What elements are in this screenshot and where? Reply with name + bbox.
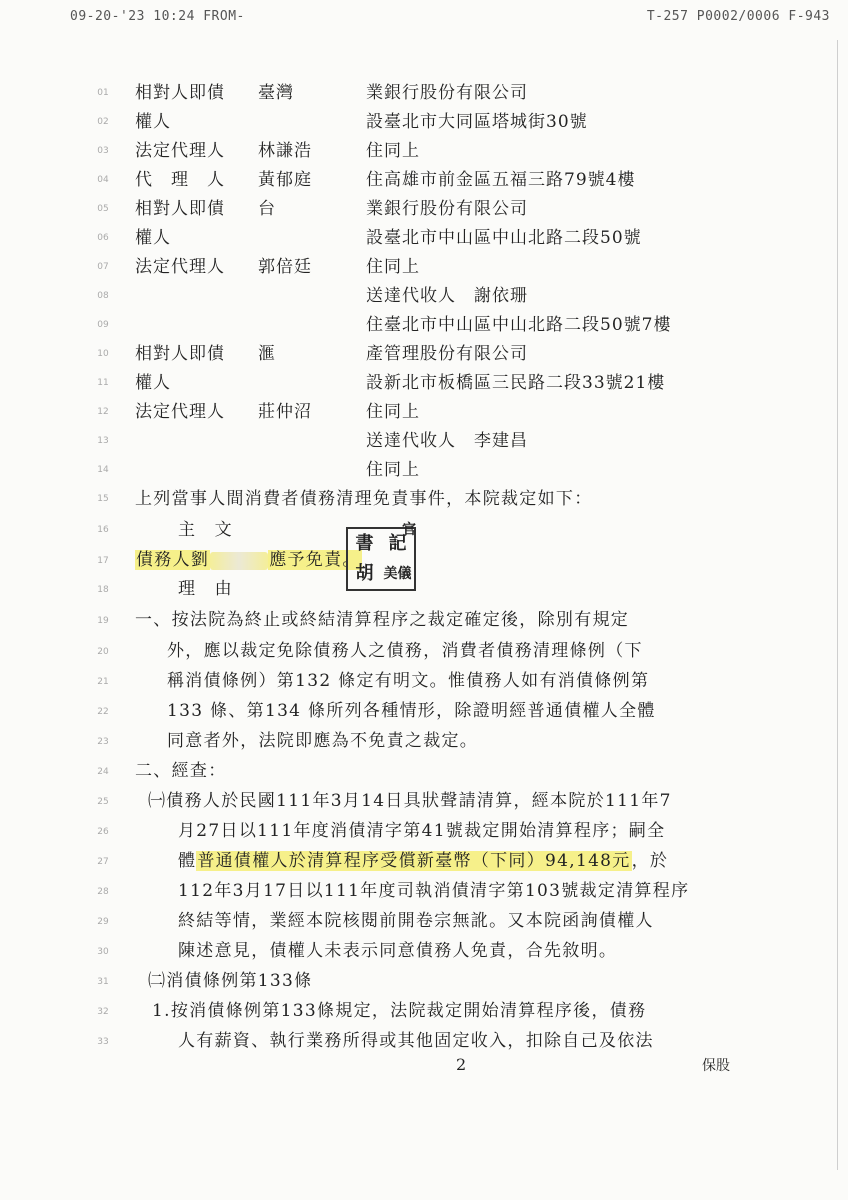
- line-number: 18: [97, 585, 109, 595]
- subsection-heading: ㈡消債條例第133條: [148, 971, 313, 991]
- line-number: 31: [97, 977, 109, 987]
- line-number: 27: [97, 857, 109, 867]
- party-name: 滙: [258, 344, 276, 364]
- line-number: 09: [97, 320, 109, 330]
- highlighted-amount: 普通債權人於清算程序受償新臺幣（下同）94,148元: [197, 851, 631, 871]
- fax-header-left: 09-20-'23 10:24 FROM-: [70, 9, 245, 24]
- party-value: 送達代收人 李建昌: [366, 431, 528, 451]
- line-number: 19: [97, 616, 109, 626]
- party-label: 相對人即債: [135, 344, 225, 364]
- party-label: 權人: [135, 373, 171, 393]
- seal-char: 美儀: [383, 566, 412, 582]
- line-number: 25: [97, 797, 109, 807]
- text-line: 稱消債條例）第132 條定有明文。惟債務人如有消債條例第: [167, 671, 650, 691]
- seal-char: 書: [355, 533, 374, 554]
- text-line: 1.按消債條例第133條規定，法院裁定開始清算程序後，債務: [152, 1001, 647, 1021]
- party-value: 住同上: [366, 460, 420, 480]
- seal-char: 胡: [355, 563, 374, 584]
- text-line: 外，應以裁定免除債務人之債務，消費者債務清理條例（下: [167, 641, 643, 661]
- section-two-heading: 二、經查：: [135, 761, 227, 781]
- line-number: 20: [97, 647, 109, 657]
- line-number: 22: [97, 707, 109, 717]
- line-number: 02: [97, 117, 109, 127]
- text-line: ㈠債務人於民國111年3月14日具狀聲請清算，經本院於111年7: [148, 791, 672, 811]
- line-number: 03: [97, 146, 109, 156]
- ruling-debtor: 債務人劉: [136, 550, 210, 570]
- party-value: 住臺北市中山區中山北路二段50號7樓: [366, 315, 672, 335]
- party-label: 法定代理人: [135, 402, 225, 422]
- text-line: [178, 850, 668, 872]
- ruling-sentence: [135, 549, 362, 571]
- text-segment: 體: [178, 851, 197, 871]
- seal-char: 記: [388, 533, 407, 554]
- line-number: 26: [97, 827, 109, 837]
- party-value: 住同上: [366, 141, 420, 161]
- party-label: 權人: [135, 228, 171, 248]
- party-label: 權人: [135, 112, 171, 132]
- party-name: 莊仲沼: [258, 402, 312, 422]
- line-number: 28: [97, 887, 109, 897]
- party-value: 產管理股份有限公司: [366, 344, 528, 364]
- line-number: 29: [97, 917, 109, 927]
- line-number: 11: [97, 378, 109, 388]
- party-label: 法定代理人: [135, 141, 225, 161]
- heading-reasons: 理 由: [178, 579, 233, 599]
- line-number: 05: [97, 204, 109, 214]
- line-number: 23: [97, 737, 109, 747]
- party-value: 住同上: [366, 402, 420, 422]
- party-name: 郭倍廷: [258, 257, 312, 277]
- line-number: 15: [97, 494, 109, 504]
- line-number: 33: [97, 1037, 109, 1047]
- line-number: 04: [97, 175, 109, 185]
- party-label: 相對人即債: [135, 83, 225, 103]
- party-name: 台: [258, 199, 276, 219]
- party-value: 設新北市板橋區三民路二段33號21樓: [366, 373, 666, 393]
- line-number: 30: [97, 947, 109, 957]
- heading-main-text: 主 文: [178, 520, 233, 540]
- text-line: 同意者外，法院即應為不免責之裁定。: [167, 731, 479, 751]
- party-value: 住同上: [366, 257, 420, 277]
- text-line: 133 條、第134 條所列各種情形，除證明經普通債權人全體: [167, 701, 656, 721]
- line-number: 01: [97, 88, 109, 98]
- party-label: 法定代理人: [135, 257, 225, 277]
- line-number: 07: [97, 262, 109, 272]
- text-line: 一、按法院為終止或終結清算程序之裁定確定後，除別有規定: [135, 610, 630, 630]
- text-line: 月27日以111年度消債清字第41號裁定開始清算程序；嗣全: [178, 821, 666, 841]
- text-line: 人有薪資、執行業務所得或其他固定收入，扣除自己及依法: [178, 1031, 654, 1051]
- line-number: 14: [97, 465, 109, 475]
- line-number: 21: [97, 677, 109, 687]
- page-edge-line: [837, 40, 838, 1170]
- party-value: 業銀行股份有限公司: [366, 199, 528, 219]
- text-line: 陳述意見，債權人未表示同意債務人免責，合先敘明。: [178, 941, 618, 961]
- party-label: 代 理 人: [135, 170, 225, 190]
- intro-sentence: 上列當事人間消費者債務清理免責事件，本院裁定如下：: [135, 489, 593, 509]
- line-number: 13: [97, 436, 109, 446]
- party-value: 設臺北市大同區塔城街30號: [366, 112, 588, 132]
- text-line: 終結等情，業經本院核閱前開卷宗無訛。又本院函詢債權人: [178, 911, 654, 931]
- party-value: 送達代收人 謝依珊: [366, 286, 528, 306]
- line-number: 24: [97, 767, 109, 777]
- line-number: 08: [97, 291, 109, 301]
- text-line: 112年3月17日以111年度司執消債清字第103號裁定清算程序: [178, 881, 690, 901]
- ruling-result: 應予免責。: [269, 550, 361, 570]
- line-number: 32: [97, 1007, 109, 1017]
- party-value: 業銀行股份有限公司: [366, 83, 528, 103]
- line-number: 06: [97, 233, 109, 243]
- party-value: 住高雄市前金區五福三路79號4樓: [366, 170, 636, 190]
- party-label: 相對人即債: [135, 199, 225, 219]
- party-name: 林謙浩: [258, 141, 312, 161]
- seal-corner-char: 官: [402, 522, 417, 538]
- line-number: 17: [97, 556, 109, 566]
- party-name: 臺灣: [258, 83, 294, 103]
- line-number: 10: [97, 349, 109, 359]
- text-segment: ，於: [631, 851, 669, 871]
- footer-unit-label: 保股: [702, 1058, 730, 1074]
- party-value: 設臺北市中山區中山北路二段50號: [366, 228, 642, 248]
- fax-header-right: T-257 P0002/0006 F-943: [646, 9, 830, 24]
- line-number: 16: [97, 525, 109, 535]
- redaction-mark: [210, 552, 268, 570]
- page-number: 2: [456, 1055, 467, 1074]
- party-name: 黃郁庭: [258, 170, 312, 190]
- line-number: 12: [97, 407, 109, 417]
